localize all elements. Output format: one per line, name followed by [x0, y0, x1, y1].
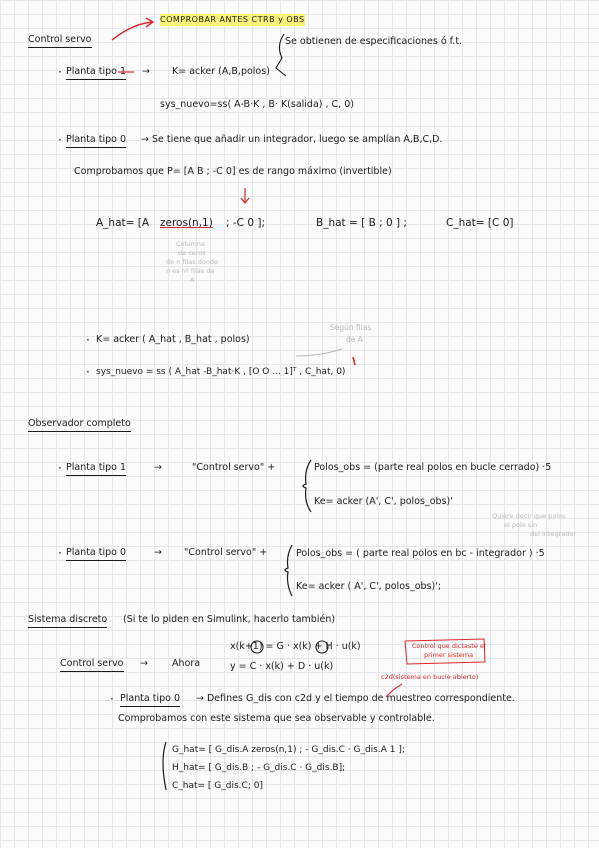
bullet: · — [58, 546, 62, 560]
arrow: → — [154, 547, 162, 558]
red-box-note — [405, 639, 485, 664]
side-note-line: el polo sin — [504, 521, 538, 529]
gray-leader — [296, 349, 342, 356]
obs-planta-tipo-0-label: Planta tipo 0 — [66, 547, 126, 561]
bullet: · — [58, 461, 62, 475]
section-title-sistema-discreto: Sistema discreto — [28, 614, 107, 628]
planta-tipo-0-text: → Se tiene que añadir un integrador, luego se amplían A,B,C,D. — [141, 134, 443, 145]
side-note-line: Quiere decir que polos — [492, 512, 566, 520]
red-note-c2d: c2d(sistema en bucle abierto) — [381, 673, 479, 681]
b-hat-equation: B_hat = [ B ; 0 ] ; — [316, 217, 407, 229]
polos-obs-1: Polos_obs = (parte real polos en bucle cerrado) ·5 — [314, 462, 552, 473]
discrete-control-servo-label: Control servo — [60, 658, 124, 672]
arrow: → — [140, 658, 148, 669]
arrow: → — [154, 462, 162, 473]
planta-tipo-1-label: Planta tipo 1 — [66, 66, 126, 80]
circle-g — [251, 641, 263, 653]
brace-discrete — [163, 742, 166, 790]
highlight-note: COMPROBAR ANTES CTRB y OBS — [160, 15, 305, 24]
bullet: · — [58, 65, 62, 79]
state-equation: x(k+1) = G · x(k) + H · u(k) — [230, 641, 361, 652]
discrete-subtitle: (Si te lo piden en Simulink, hacerlo también) — [123, 614, 336, 625]
c-hat-discrete-equation: C_hat= [ G_dis.C; 0] — [172, 781, 263, 791]
red-note-line: primer sistema — [424, 651, 474, 659]
k-acker-hat-equation: K= acker ( A_hat , B_hat , polos) — [96, 334, 250, 345]
ke-acker-0: Ke= acker ( A', C', polos_obs)'; — [296, 581, 442, 592]
sys-nuevo-hat-equation: sys_nuevo = ss ( A_hat -B_hat·K , [O O ... 1]ᵀ , C_hat, 0) — [96, 367, 346, 377]
h-hat-equation: H_hat= [ G_dis.B ; - G_dis.C · G_dis.B]; — [172, 763, 346, 773]
gray-note-2-line: Según filas — [330, 323, 372, 332]
brace-observer-0 — [285, 545, 292, 596]
red-arrow-c2d — [386, 684, 402, 697]
arrow: → — [142, 66, 150, 77]
planta-tipo-0-label: Planta tipo 0 — [66, 134, 126, 148]
red-tick-mark — [353, 357, 355, 365]
sys-nuevo-equation: sys_nuevo=ss( A-B·K , B· K(salida) , C, 0) — [160, 99, 354, 110]
k-acker-equation: K= acker (A,B,polos) — [172, 66, 270, 77]
down-arrow — [241, 188, 249, 203]
zeros-text: zeros(n,1) — [160, 217, 213, 229]
discrete-define-text: → Defines G_dis con c2d y el tiempo de muestreo correspondiente. — [196, 693, 515, 704]
bullet: · — [86, 333, 90, 347]
c-hat-equation: C_hat= [C 0] — [446, 217, 514, 229]
ahora-label: Ahora — [172, 658, 201, 669]
a-hat-start: A_hat= [A — [96, 217, 150, 229]
polos-obs-0: Polos_obs = ( parte real polos en bc - integrador ) ·5 — [296, 548, 545, 559]
red-note-line: Control que dictaste el — [412, 642, 486, 650]
rank-check-text: Comprobamos que P= [A B ; -C 0] es de rango máximo (invertible) — [74, 166, 392, 177]
spec-note: Se obtienen de especificaciones ó f.t. — [285, 36, 463, 47]
a-hat-end: ; -C 0 ]; — [226, 217, 265, 229]
spec-bracket — [276, 34, 286, 76]
discrete-check-text: Comprobamos con este sistema que sea observable y controlable. — [118, 713, 435, 724]
ke-acker-1: Ke= acker (A', C', polos_obs)' — [314, 496, 453, 507]
gray-note-line: Columna — [176, 240, 205, 248]
output-equation: y = C · x(k) + D · u(k) — [230, 661, 334, 672]
bullet: · — [58, 133, 62, 147]
red-arrow-to-highlight — [112, 22, 152, 40]
discrete-planta-tipo-0-label: Planta tipo 0 — [120, 693, 180, 707]
g-hat-equation: G_hat= [ G_dis.A zeros(n,1) ; - G_dis.C · G_dis.A 1 ]; — [172, 745, 405, 755]
gray-note-line: de ceros — [178, 249, 206, 257]
obs-planta-tipo-1-label: Planta tipo 1 — [66, 462, 126, 476]
gray-note-line: de n filas donde — [166, 258, 219, 266]
brace-observer-1 — [303, 460, 311, 512]
circle-h — [316, 641, 328, 653]
gray-note-2-line: de A — [346, 335, 363, 344]
bullet: · — [86, 365, 90, 379]
section-title-observador: Observador completo — [28, 418, 131, 432]
gray-note-line: n es nº filas de — [166, 267, 215, 275]
side-note-line: del integrador — [530, 530, 577, 538]
gray-note-line: A — [190, 276, 195, 284]
section-title-control-servo: Control servo — [28, 34, 92, 48]
bullet: · — [110, 692, 114, 706]
control-servo-ref: "Control servo" + — [192, 462, 276, 473]
control-servo-ref: "Control servo" + — [184, 547, 268, 558]
